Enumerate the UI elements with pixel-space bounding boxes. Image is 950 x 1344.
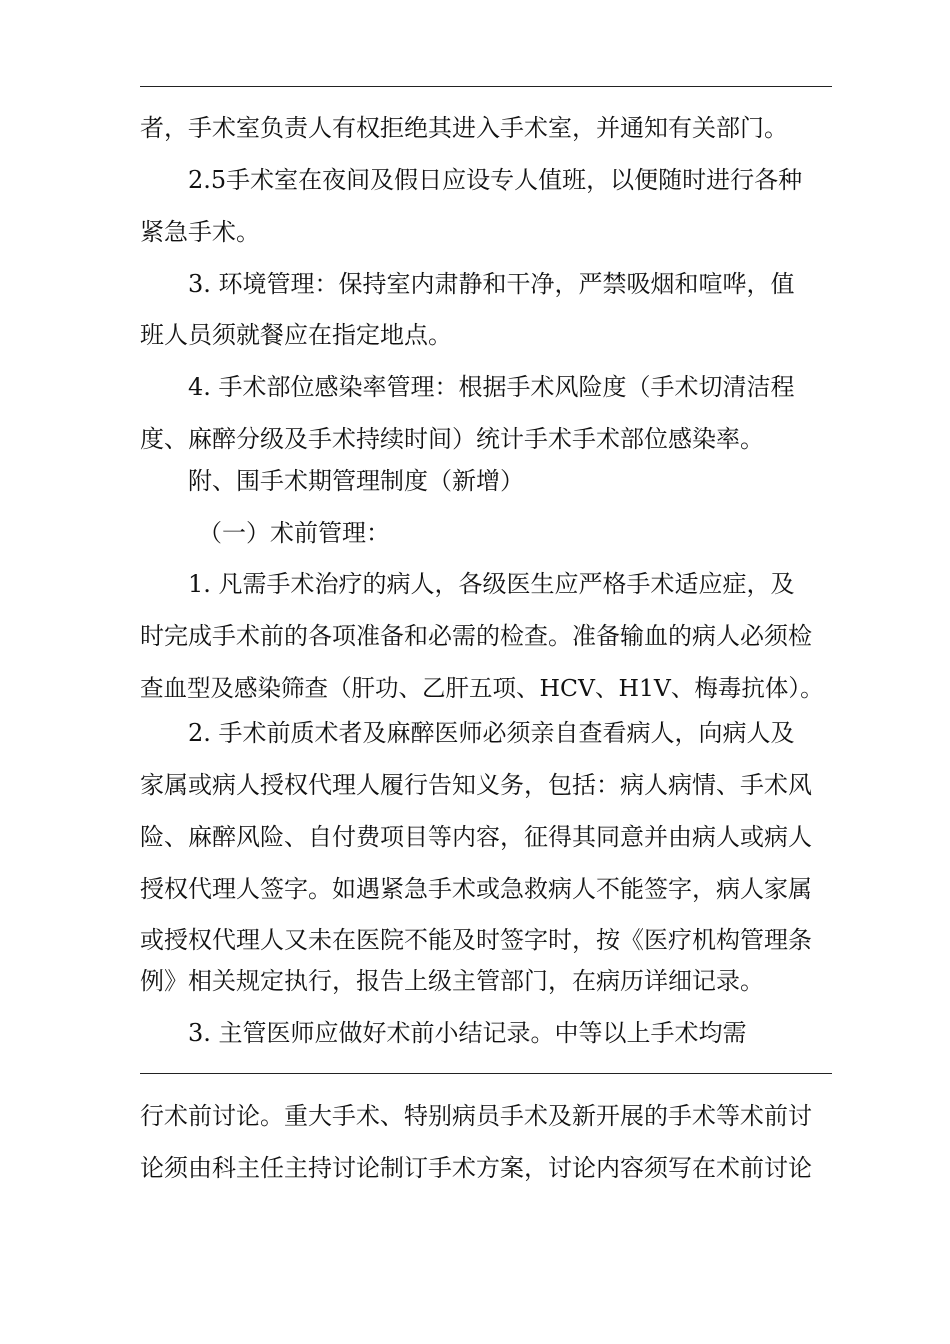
text-line: 3. 主管医师应做好术前小结记录。中等以上手术均需	[188, 1019, 747, 1047]
text-line: 时完成手术前的各项准备和必需的检查。准备输血的病人必须检	[140, 622, 812, 650]
text-line: 查血型及感染筛查（肝功、乙肝五项、HCV、H1V、梅毒抗体）。	[140, 674, 824, 702]
text-line: 论须由科主任主持讨论制订手术方案，讨论内容须写在术前讨论	[140, 1154, 812, 1182]
text-line: 或授权代理人又未在医院不能及时签字时，按《医疗机构管理条	[140, 926, 812, 954]
text-line: 度、麻醉分级及手术持续时间）统计手术手术部位感染率。	[140, 425, 764, 453]
text-line: 授权代理人签字。如遇紧急手术或急救病人不能签字，病人家属	[140, 875, 812, 903]
text-line: 行术前讨论。重大手术、特别病员手术及新开展的手术等术前讨	[140, 1102, 812, 1130]
text-line: 例》相关规定执行，报告上级主管部门，在病历详细记录。	[140, 967, 764, 995]
text-line: 班人员须就餐应在指定地点。	[140, 321, 452, 349]
text-line: 2. 手术前质术者及麻醉医师必须亲自查看病人，向病人及	[188, 719, 795, 747]
text-line: 4. 手术部位感染率管理：根据手术风险度（手术切清洁程	[188, 373, 795, 401]
page-break-rule	[140, 1073, 832, 1074]
text-line: 3. 环境管理：保持室内肃静和干净，严禁吸烟和喧哗，值	[188, 270, 795, 298]
text-line: 家属或病人授权代理人履行告知义务，包括：病人病情、手术风	[140, 771, 812, 799]
text-line: 险、麻醉风险、自付费项目等内容，征得其同意并由病人或病人	[140, 823, 812, 851]
header-rule	[140, 86, 832, 87]
subsection-heading: （一）术前管理：	[198, 519, 390, 547]
section-heading: 附、围手术期管理制度（新增）	[188, 467, 524, 495]
text-line: 2.5手术室在夜间及假日应设专人值班，以便随时进行各种	[188, 166, 803, 194]
text-line: 1. 凡需手术治疗的病人，各级医生应严格手术适应症，及	[188, 570, 795, 598]
text-line: 者，手术室负责人有权拒绝其进入手术室，并通知有关部门。	[140, 114, 788, 142]
text-line: 紧急手术。	[140, 218, 260, 246]
